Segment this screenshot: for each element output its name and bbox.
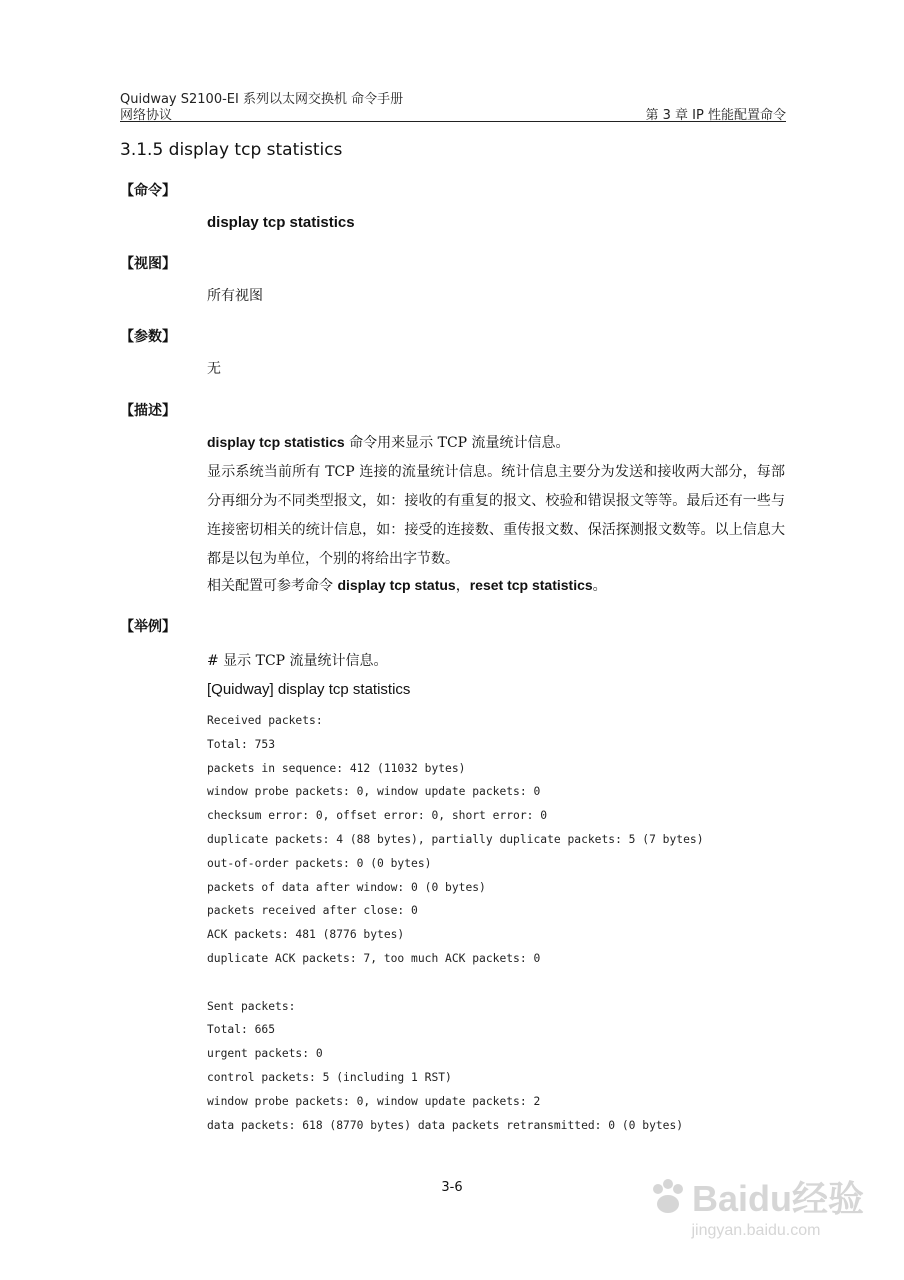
watermark-url: jingyan.baidu.com [691, 1222, 821, 1239]
output-line: packets received after close: 0 [207, 904, 418, 918]
header-rule [120, 121, 786, 122]
output-line: urgent packets: 0 [207, 1047, 323, 1061]
header-chapter: 第 3 章 IP 性能配置命令 [645, 108, 786, 123]
output-line: packets in sequence: 412 (11032 bytes) [207, 761, 466, 775]
label-description: 【描述】 [120, 403, 176, 419]
header-title: Quidway S2100-EI 系列以太网交换机 命令手册 [120, 92, 404, 107]
related-end: 。 [592, 578, 607, 594]
description-detail: 显示系统当前所有 TCP 连接的流量统计信息。统计信息主要分为发送和接收两大部分，每部分再细分为不同类型报文，如：接收的有重复的报文、校验和错误报文等等。最后还有一些与连接密切相关的统计信息，如：接受的连接数、重传报文数、保活探测报文数等。以上信息大都是以包为单位，个别的将给出字节数。 [207, 464, 785, 567]
header-section: 网络协议 [120, 108, 173, 123]
description-summary-text: 命令用来显示 TCP 流量统计信息。 [344, 435, 570, 451]
output-line: control packets: 5 (including 1 RST) [207, 1070, 452, 1084]
params-value: 无 [207, 361, 221, 377]
output-line: data packets: 618 (8770 bytes) data packets retransmitted: 0 (0 bytes) [207, 1118, 684, 1132]
label-params: 【参数】 [120, 329, 176, 345]
output-line: Total: 753 [207, 737, 276, 751]
output-line: window probe packets: 0, window update packets: 2 [207, 1094, 541, 1108]
description-command: display tcp statistics [207, 434, 345, 450]
view-value: 所有视图 [207, 288, 263, 304]
output-line: Received packets: [207, 714, 323, 727]
watermark-brand: Baidu经验 [691, 1178, 864, 1219]
output-line: Total: 665 [207, 1023, 276, 1037]
page-number: 3-6 [441, 1180, 463, 1195]
output-line: Sent packets: [207, 999, 296, 1013]
example-prompt: [Quidway] display tcp statistics [207, 681, 411, 698]
related-cmd-status: display tcp status [337, 577, 456, 593]
paw-icon [648, 1177, 688, 1217]
related-text: 相关配置可参考命令 [207, 578, 338, 594]
description-summary [207, 428, 785, 458]
example-comment: # 显示 TCP 流量统计信息。 [207, 653, 388, 669]
related-cmd-reset: reset tcp statistics [469, 577, 593, 593]
section-title: 3.1.5 display tcp statistics [120, 140, 343, 160]
baidu-watermark [648, 1171, 864, 1240]
command-name: display tcp statistics [207, 214, 355, 231]
output-line: duplicate packets: 4 (88 bytes), partially duplicate packets: 5 (7 bytes) [207, 832, 704, 846]
related-separator: ， [455, 578, 470, 594]
label-command: 【命令】 [120, 183, 176, 199]
output-line: checksum error: 0, offset error: 0, short error: 0 [207, 809, 548, 823]
output-line: packets of data after window: 0 (0 bytes) [207, 880, 486, 894]
example-output [207, 709, 704, 1137]
description-related [207, 571, 785, 601]
label-example: 【举例】 [120, 619, 176, 635]
label-view: 【视图】 [120, 256, 176, 272]
output-line: duplicate ACK packets: 7, too much ACK packets: 0 [207, 951, 541, 965]
output-line: window probe packets: 0, window update packets: 0 [207, 785, 541, 799]
output-line: out-of-order packets: 0 (0 bytes) [207, 856, 432, 870]
output-line: ACK packets: 481 (8776 bytes) [207, 928, 405, 942]
